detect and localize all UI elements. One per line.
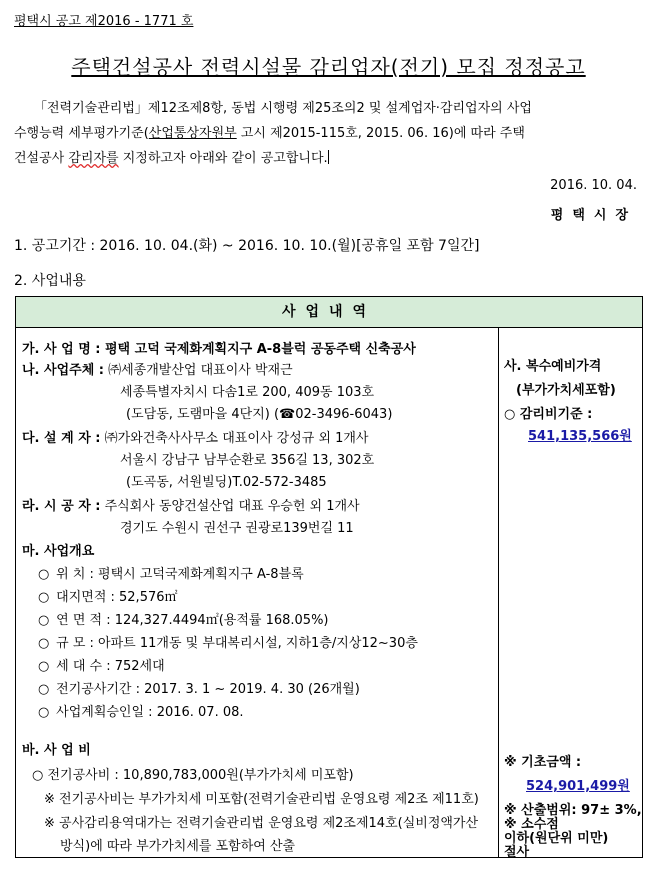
announcement-period: 1. 공고기간 : 2016. 10. 04.(화) ~ 2016. 10. 10.(월)[공휴일 포함 7일간] <box>14 238 480 254</box>
circle-bullet-icon: ○ <box>38 590 50 605</box>
overview-item-text: 사업계획승인일 : 2016. 07. 08. <box>56 705 244 720</box>
column-divider <box>498 327 499 858</box>
calc-truncation: 이하(원단위 미만) <box>504 831 609 846</box>
designer-address: 서울시 강남구 남부순환로 356길 13, 302호 <box>120 453 375 468</box>
circle-bullet-icon: ○ <box>38 567 50 582</box>
overview-item <box>38 701 244 720</box>
overview-item-text: 연 면 적 : 124,327.4494㎡(용적률 168.05%) <box>56 613 329 628</box>
project-name: 가. 사 업 명 : 평택 고덕 국제화계획지구 A-8블럭 공동주택 신축공사 <box>22 342 416 357</box>
overview-item-text: 위 치 : 평택시 고덕국제화계획지구 A-8블록 <box>56 567 304 582</box>
overview-item-text: 대지면적 : 52,576㎡ <box>56 590 178 605</box>
circle-bullet-icon: ○ <box>38 636 50 651</box>
circle-bullet-icon: ○ <box>38 705 50 720</box>
overview-item <box>38 632 418 651</box>
signer: 평택시장 <box>550 208 637 223</box>
constructor-address: 경기도 수원시 권선구 권광로139번길 11 <box>120 521 354 536</box>
overview-item <box>38 678 360 697</box>
project-overview-heading: 마. 사업개요 <box>22 544 95 559</box>
business-details-box <box>15 296 643 858</box>
overview-item <box>38 655 165 674</box>
owner-address: 세종특별자치시 다솜1로 200, 409동 103호 <box>120 385 375 400</box>
constructor: 라. 시 공 자 : 주식회사 동양건설산업 대표 우승헌 외 1개사 <box>22 499 360 514</box>
circle-bullet-icon: ○ <box>38 613 50 628</box>
notice-number: 평택시 공고 제2016 - 1771 호 <box>14 14 194 29</box>
circle-bullet-icon: ○ <box>38 682 50 697</box>
intro-line-3: 건설공사 감리자를 지정하고자 아래와 같이 공고합니다. <box>14 151 328 166</box>
calc-truncation-end: 절사 <box>504 845 530 860</box>
designer-address-detail: (도곡동, 서원빌딩)T.02-572-3485 <box>126 475 327 490</box>
designer: 다. 설 계 자 : ㈜가와건축사사무소 대표이사 강성규 외 1개사 <box>22 431 369 446</box>
cost-note-vat: ※ 전기공사비는 부가가치세 미포함(전력기술관리법 운영요령 제2조 제11호) <box>44 792 479 807</box>
cost-note-fee-cont: 방식)에 따라 부가가치세를 포함하여 산출 <box>60 839 296 854</box>
cost-note-fee: ※ 공사감리용역대가는 전력기술관리법 운영요령 제2조제14호(실비정액가산 <box>44 816 479 831</box>
project-cost-heading: 바. 사 업 비 <box>22 743 91 758</box>
circle-bullet-icon: ○ <box>38 659 50 674</box>
overview-item <box>38 609 329 628</box>
overview-item <box>38 586 178 605</box>
business-content-heading: 2. 사업내용 <box>14 273 86 289</box>
supervision-fee-label: ○ 감리비기준 : <box>504 407 593 422</box>
text-cursor <box>328 150 329 164</box>
page-title: 주택건설공사 전력시설물 감리업자(전기) 모집 정정공고 <box>71 55 586 79</box>
calc-decimal: ※ 소수점 <box>504 817 559 832</box>
calc-range: ※ 산출범위: 97± 3%, <box>504 803 642 818</box>
overview-item-text: 규 모 : 아파트 11개동 및 부대복리시설, 지하1층/지상12~30층 <box>56 636 418 651</box>
overview-item <box>38 563 304 582</box>
notice-date: 2016. 10. 04. <box>550 178 637 193</box>
overview-item-text: 세 대 수 : 752세대 <box>56 659 165 674</box>
intro-line-2: 수행능력 세부평가기준(산업통상자원부 고시 제2015-115호, 2015. 06. 16)에 따라 주택 <box>14 126 525 141</box>
base-amount-label: ※ 기초금액 : <box>504 755 582 770</box>
overview-item-text: 전기공사기간 : 2017. 3. 1 ~ 2019. 4. 30 (26개월) <box>56 682 360 697</box>
reserve-price-vat: (부가가치세포함) <box>516 383 616 398</box>
intro-paragraph <box>14 96 644 171</box>
reserve-price-heading: 사. 복수예비가격 <box>504 359 602 374</box>
electrical-cost: ○ 전기공사비 : 10,890,783,000원(부가가치세 미포함) <box>32 768 354 783</box>
base-amount: 524,901,499원 <box>526 779 630 794</box>
project-owner: 나. 사업주체 : ㈜세종개발산업 대표이사 박재근 <box>22 363 293 378</box>
supervision-fee-amount: 541,135,566원 <box>528 429 632 444</box>
owner-address-detail: (도담동, 도램마을 4단지) (☎02-3496-6043) <box>126 407 393 422</box>
box-header: 사업내역 <box>16 297 642 328</box>
intro-line-1: 「전력기술관리법」제12조제8항, 동법 시행령 제25조의2 및 설계업자·감리업자의 사업 <box>34 101 532 116</box>
